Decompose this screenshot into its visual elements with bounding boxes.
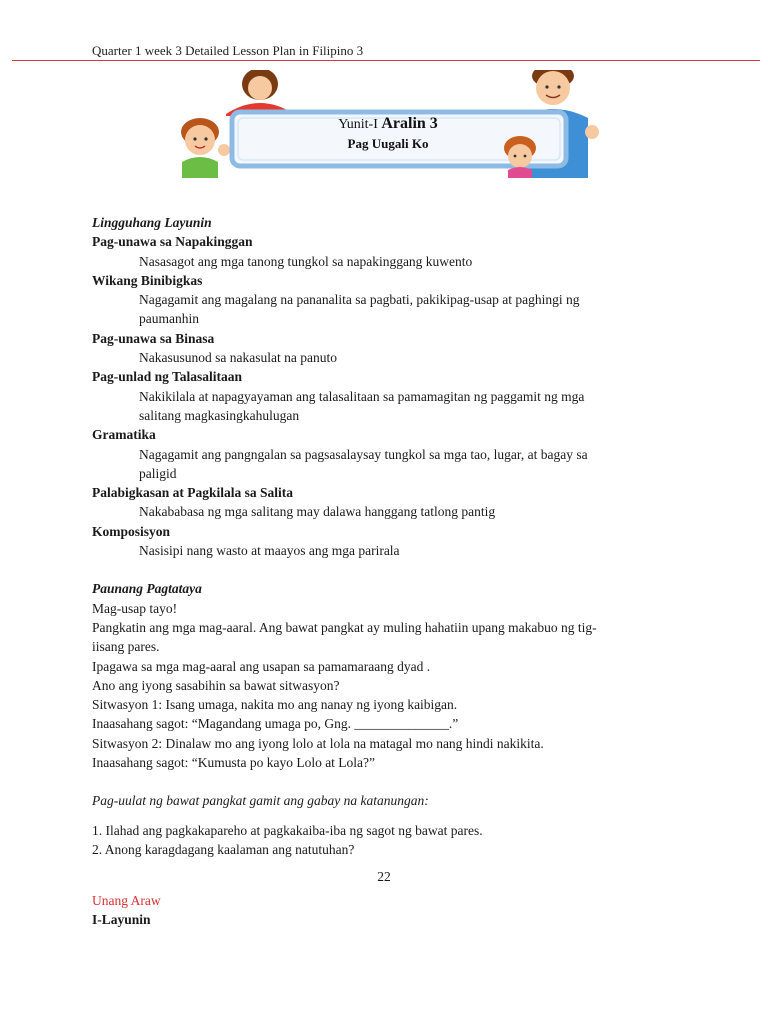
spacer: [92, 560, 692, 579]
objectives-heading: Lingguhang Layunin: [92, 215, 212, 230]
man-hand: [585, 125, 599, 139]
section-text: Nakasusunod sa nakasulat na panuto: [139, 350, 337, 366]
girl-shirt: [182, 157, 218, 178]
section-title: Palabigkasan at Pagkilala sa Salita: [92, 485, 294, 501]
page-number: 22: [377, 869, 391, 885]
next-section-heading: I-Layunin: [92, 911, 151, 927]
section-text: Nakababasa ng mga salitang may dalawa hanggang tatlong pantig: [139, 504, 496, 520]
section-text: Nakikilala at napagyayaman ang talasalitaan sa pamamagitan ng paggamit ng mga: [139, 388, 585, 404]
guide-question: 1. Ilahad ang pagkakapareho at pagkakaiba-iba ng sagot ng bawat pares.: [92, 822, 483, 838]
section-title: Komposisyon: [92, 523, 171, 539]
day-label: Unang Araw: [92, 892, 161, 908]
section-text: Nasisipi nang wasto at maayos ang mga parirala: [139, 543, 400, 559]
guide-question: 2. Anong karagdagang kaalaman ang natutuhan?: [92, 841, 355, 857]
section-text: paumanhin: [139, 311, 199, 327]
page-header: Quarter 1 week 3 Detailed Lesson Plan in Filipino 3: [92, 43, 364, 58]
pretest-line: iisang pares.: [92, 639, 160, 655]
pretest-line: Inaasahang sagot: “Kumusta po kayo Lolo at Lola?”: [92, 755, 376, 771]
banner-title: [238, 115, 538, 133]
section-title: Wikang Binibigkas: [92, 272, 203, 288]
pretest-line: Ipagawa sa mga mag-aaral ang usapan sa pamamaraang dyad .: [92, 658, 431, 674]
banner-title-block: [238, 115, 538, 152]
header-divider: [12, 60, 760, 61]
banner-subtitle: Pag Uugali Ko: [347, 136, 429, 151]
section-title: Pag-unawa sa Napakinggan: [92, 234, 253, 250]
girl-hand: [218, 144, 230, 156]
section-text: salitang magkasingkahulugan: [139, 407, 300, 423]
lesson-label: Aralin 3: [381, 115, 438, 132]
section-text: Nagagamit ang pangngalan sa pagsasalaysay tungkol sa mga tao, lugar, at bagay sa: [139, 446, 588, 462]
pretest-line: Mag-usap tayo!: [92, 600, 178, 616]
pretest-line: Sitwasyon 2: Dinalaw mo ang iyong lolo at lola na matagal mo nang hindi nakikita.: [92, 735, 544, 751]
pretest-line: Inaasahang sagot: “Magandang umaga po, Gng. ______________.”: [92, 716, 459, 732]
spacer: [92, 772, 692, 791]
lesson-content: [92, 213, 692, 929]
woman-face: [248, 76, 272, 100]
section-title: Gramatika: [92, 427, 156, 443]
pretest-heading: Paunang Pagtataya: [92, 581, 202, 597]
pretest-line: Pangkatin ang mga mag-aaral. Ang bawat pangkat ay muling hahatiin upang makabuo ng tig-: [92, 619, 597, 635]
section-title: Pag-unawa sa Binasa: [92, 330, 215, 346]
lesson-banner: [168, 70, 600, 178]
section-text: paligid: [139, 465, 177, 481]
man-face: [536, 71, 570, 105]
girl-face: [185, 125, 215, 155]
pretest-line: Sitwasyon 1: Isang umaga, nakita mo ang nanay ng iyong kaibigan.: [92, 697, 458, 713]
spacer: [92, 811, 692, 821]
section-text: Nasasagot ang mga tanong tungkol sa napakinggang kuwento: [139, 253, 473, 269]
pretest-line: Ano ang iyong sasabihin sa bawat sitwasyon?: [92, 677, 340, 693]
unit-label: Yunit-I: [338, 117, 382, 132]
section-title: Pag-unlad ng Talasalitaan: [92, 369, 243, 385]
section-text: Nagagamit ang magalang na pananalita sa pagbati, pakikipag-usap at paghingi ng: [139, 292, 580, 308]
child-shirt: [508, 167, 532, 178]
report-instruction: Pag-uulat ng bawat pangkat gamit ang gabay na katanungan:: [92, 793, 429, 809]
